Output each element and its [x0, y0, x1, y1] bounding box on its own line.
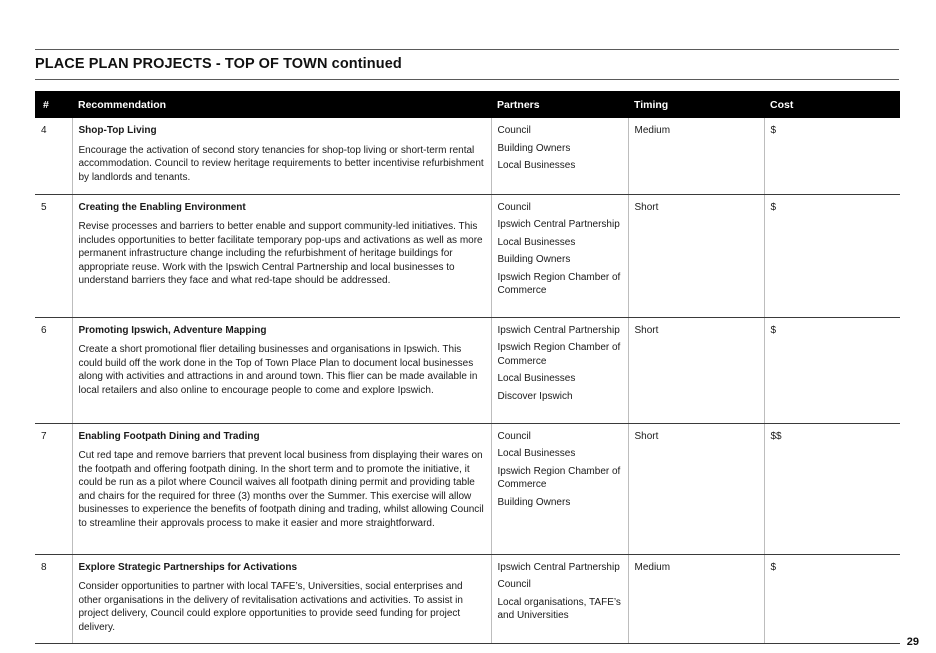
timing-cell: Short — [628, 423, 764, 554]
title-rule — [35, 79, 899, 80]
recommendation-description: Revise processes and barriers to better enable and support community-led initiatives. This includes opportunities to better facilitate temporary pop-ups and activations as well as more permanent infrastructure change including the refurbishment of heritage buildings for appropriate reuse. Work with the Ipswich Central Partnership and local businesses to understand barriers they face and what red-tape should be addressed. — [78, 221, 483, 287]
partner-item: Building Owners — [497, 142, 571, 154]
row-number: 8 — [35, 554, 72, 643]
partner-item: Ipswich Region Chamber of Commerce — [497, 342, 621, 367]
partner-item: Council — [497, 125, 531, 136]
cost-cell: $ — [764, 118, 900, 194]
partner-item: Discover Ipswich — [497, 390, 573, 402]
recommendation-description: Cut red tape and remove barriers that prevent local business from displaying their wares on the footpath and offering footpath dining. In the short term and to promote the initiative, it could be run as a pilot where Council waives all footpath dining permit and providing table and chairs for the required for three (3) months over the Summer. This exercise will allow businesses to experience the benefits of footpath dining and trading, whilst allowing Council to streamline their approvals process to make it easier and more straightforward. — [78, 450, 484, 530]
partner-item: Local Businesses — [497, 448, 576, 460]
page-title: PLACE PLAN PROJECTS - TOP OF TOWN continued — [35, 56, 402, 72]
recommendation-title: Creating the Enabling Environment — [78, 201, 246, 213]
header-recommendation: Recommendation — [72, 91, 491, 118]
partner-item: Local Businesses — [497, 160, 576, 172]
top-rule — [35, 49, 899, 50]
timing-cell: Short — [628, 194, 764, 317]
partner-item: Building Owners — [497, 496, 571, 508]
partner-item: Council — [497, 430, 531, 442]
cost-cell: $ — [764, 554, 900, 643]
partner-item: Building Owners — [497, 254, 571, 266]
partner-item: Ipswich Region Chamber of Commerce — [497, 271, 621, 297]
partner-item: Ipswich Central Partnership — [497, 561, 620, 573]
table-row — [35, 423, 900, 554]
partner-item: Council — [497, 579, 531, 591]
projects-table — [35, 91, 900, 644]
cost-cell: $$ — [764, 423, 900, 554]
partner-item: Local Businesses — [497, 236, 576, 248]
recommendation-title: Explore Strategic Partnerships for Activations — [78, 561, 298, 573]
partner-item: Ipswich Central Partnership — [497, 324, 620, 336]
partner-item: Local organisations, TAFE’s and Universities — [497, 596, 621, 622]
recommendation-cell — [72, 554, 491, 643]
header-timing: Timing — [628, 91, 764, 118]
partner-item: Council — [497, 201, 531, 213]
header-number: # — [35, 91, 72, 118]
table-row — [35, 118, 900, 194]
recommendation-description: Create a short promotional flier detailing businesses and organisations in Ipswich. This could build off the work done in the Top of Town Place Plan to document local businesses along with activities and attractions in and around town. This flier can be made available in local retailers and also online to encourage people to come and explore Ipswich. — [78, 344, 478, 396]
partner-item: Local Businesses — [497, 373, 576, 385]
timing-cell: Short — [628, 317, 764, 423]
partners-cell — [491, 194, 628, 317]
header-cost: Cost — [764, 91, 900, 118]
cost-cell: $ — [764, 317, 900, 423]
row-number: 7 — [35, 423, 72, 554]
table-header-row — [35, 91, 900, 118]
partners-cell — [491, 118, 628, 194]
recommendation-cell — [72, 423, 491, 554]
cost-cell: $ — [764, 194, 900, 317]
page-number: 29 — [906, 636, 919, 648]
recommendation-title: Shop-Top Living — [78, 125, 157, 136]
recommendation-cell — [72, 194, 491, 317]
table-row — [35, 194, 900, 317]
partner-item: Ipswich Central Partnership — [497, 219, 620, 231]
recommendation-title: Promoting Ipswich, Adventure Mapping — [78, 324, 267, 336]
timing-cell: Medium — [628, 118, 764, 194]
recommendation-description: Consider opportunities to partner with local TAFE’s, Universities, social enterprises and other organisations in the delivery of revitalisation activations and activities. To assist in project delivery, Council could explore opportunities to provide seed funding for project delivery. — [78, 581, 463, 633]
partners-cell — [491, 423, 628, 554]
table-row — [35, 554, 900, 643]
recommendation-cell — [72, 317, 491, 423]
row-number: 6 — [35, 317, 72, 423]
timing-cell: Medium — [628, 554, 764, 643]
partner-item: Ipswich Region Chamber of Commerce — [497, 465, 621, 491]
header-partners: Partners — [491, 91, 628, 118]
row-number: 4 — [35, 118, 72, 194]
recommendation-title: Enabling Footpath Dining and Trading — [78, 430, 260, 442]
partners-cell — [491, 554, 628, 643]
partners-cell — [491, 317, 628, 423]
recommendation-cell — [72, 118, 491, 194]
table-row — [35, 317, 900, 423]
recommendation-description: Encourage the activation of second story tenancies for shop-top living or short-term rental accommodation. Council to review heritage requirements to better incentivise refurbishment by landlords and tenants. — [78, 144, 484, 183]
row-number: 5 — [35, 194, 72, 317]
